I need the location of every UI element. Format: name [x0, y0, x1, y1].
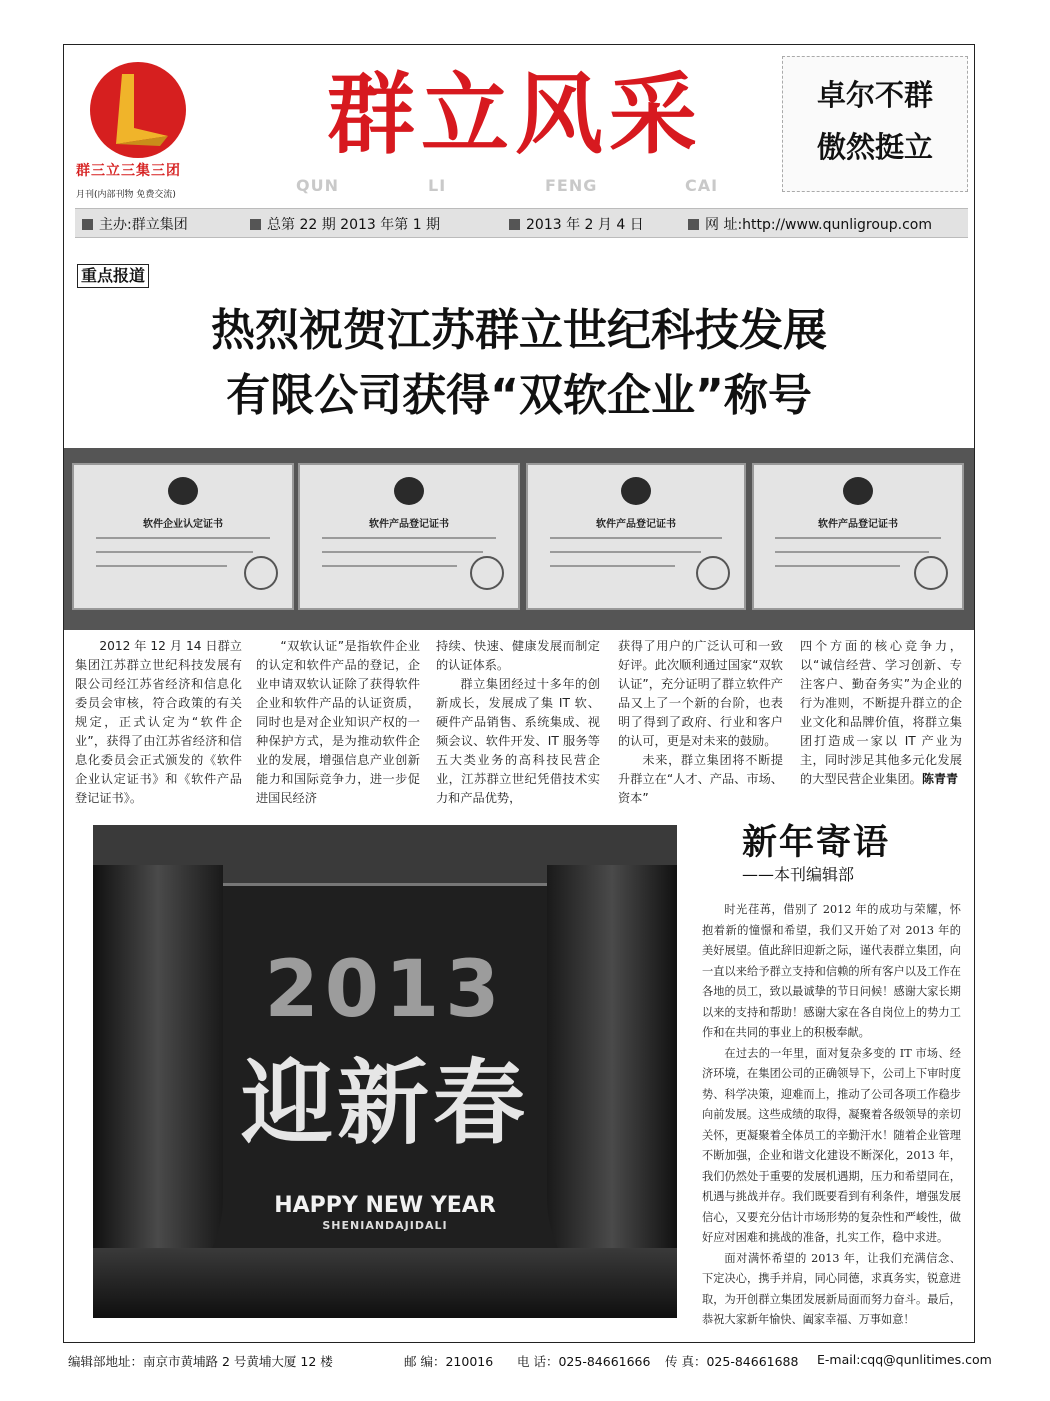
message-body	[702, 900, 961, 1331]
footer-postcode: 邮 编：210016	[404, 1354, 494, 1369]
group-logo	[90, 62, 186, 158]
footer-email[interactable]: E-mail:cqq@qunlitimes.com	[817, 1352, 992, 1367]
article-column-2: “双软认证”是指软件企业的认定和软件产品的登记，企业申请双软认证除了获得软件企业和软件产品的认证资质，同时也是对企业知识产权的一种保护方式，是为推动软件企业的发展，增强信息产业创新能力和国际竞争力，进一步促进国民经济	[256, 639, 420, 805]
footer-phone: 电 话：025-84661666	[517, 1354, 651, 1369]
article-paragraph: 群立集团经过十多年的创新成长，发展成了集 IT 软、硬件产品销售、系统集成、视频会议、软件开发、IT 服务等五大类业务的高科技民营企业，江苏群立世纪凭借技术实力和产品优势，	[436, 677, 600, 805]
message-paragraph: 在过去的一年里，面对复杂多变的 IT 市场、经济环境，在集团公司的正确领导下，公司上下审时度势、科学决策，迎难而上，推动了公司各项工作稳步向前发展。这些成绩的取得，凝聚着各级领导的亲切关怀，更凝聚着全体员工的辛勤汗水！随着企业管理不断加强，企业和谐文化建设不断深化，2013 年，我们仍然处于重要的发展机遇期，压力和希望同在，机遇与挑战并存。我们既要看到有利条件，增强发展信心，又要充分估计市场形势的复杂性和严峻性，做好应对困难和挑战的准备，扎实工作，稳中求进。	[702, 1046, 961, 1244]
date-text: 2013 年 2 月 4 日	[526, 217, 644, 233]
masthead-title: 群立风采	[326, 62, 703, 166]
section-tag: 重点报道	[77, 264, 149, 288]
bullet-square-icon	[250, 219, 261, 230]
certificate-4	[752, 463, 964, 610]
article-column-3	[436, 637, 600, 808]
logo-subtitle: 月刊(内部刊物 免费交流)	[76, 190, 176, 200]
article-column-5: 四个方面的核心竞争力，以“诚信经营、学习创新、专注客户、勤奋务实”为企业的行为准则，不断提升群立的企业文化和品牌价值，将群立集团打造成一家以 IT 产业为主，同时涉足其他多元化发展的大型民营企业集团。	[800, 639, 962, 786]
info-date	[509, 214, 644, 234]
bullet-square-icon	[509, 219, 520, 230]
bullet-square-icon	[82, 219, 93, 230]
article-paragraph: 持续、快速、健康发展而制定的认证体系。	[436, 639, 600, 672]
national-emblem-icon	[394, 477, 424, 505]
certificate-2	[298, 463, 520, 610]
sponsor-text: 主办:群立集团	[99, 217, 188, 233]
national-emblem-icon	[621, 477, 651, 505]
motto-line-1: 卓尔不群	[816, 78, 933, 112]
article-column-1: 2012 年 12 月 14 日群立集团江苏群立世纪科技发展有限公司经江苏省经济和信息化委员会审核，符合政策的有关规定，正式认定为“软件企业”，获得了由江苏省经济和信息化委员会正式颁发的《软件企业认定证书》和《软件产品登记证书》。	[75, 639, 242, 805]
image-main-text: 迎新春	[240, 1050, 529, 1157]
bullet-square-icon	[688, 219, 699, 230]
certificate-title: 软件产品登记证书	[596, 519, 676, 530]
message-paragraph: 时光荏苒，借别了 2012 年的成功与荣耀，怀抱着新的憧憬和希望，我们又开始了对 2013 年的美好展望。值此辞旧迎新之际，谨代表群立集团，向一直以来给予群立支持和信赖的所有客户以及工作在各地的员工，致以最诚挚的节日问候！感谢大家长期以来的支持和帮助！感谢大家在各自岗位上的势力工作和在共同的事业上的积极奉献。	[702, 903, 961, 1039]
info-website	[688, 214, 932, 234]
image-happy-new-year: HAPPY NEW YEAR	[274, 1193, 496, 1218]
pinyin-li: LI	[428, 176, 447, 195]
footer-fax: 传 真：025-84661688	[665, 1354, 799, 1369]
official-seal-icon	[914, 556, 948, 590]
pinyin-cai: CAI	[685, 176, 719, 195]
national-emblem-icon	[843, 477, 873, 505]
stage-floor	[93, 1248, 677, 1318]
image-year: 2013	[264, 945, 506, 1035]
certificate-title: 软件产品登记证书	[818, 519, 898, 530]
issue-text: 总第 22 期 2013 年第 1 期	[267, 217, 441, 233]
pinyin-feng: FENG	[545, 176, 598, 195]
article-paragraph: 获得了用户的广泛认可和一致好评。此次顺利通过国家“双软认证”，充分证明了群立软件产品又上了一个新的台阶，也表明了得到了政府、行业和客户的认可，更是对未来的鼓励。	[618, 639, 783, 748]
article-author: 陈青青	[922, 772, 959, 786]
info-issue	[250, 214, 440, 234]
certificate-title: 软件企业认定证书	[143, 519, 223, 530]
pinyin-qun: QUN	[296, 176, 339, 195]
website-text: 网 址:http://www.qunligroup.com	[705, 217, 932, 233]
headline-line-2: 有限公司获得“双软企业”称号	[226, 370, 812, 421]
message-paragraph: 面对满怀希望的 2013 年，让我们充满信念、下定决心，携手并肩，同心同德，求真务实，锐意进取，为开创群立集团发展新局面而努力奋斗。最后，恭祝大家新年愉快、阖家幸福、万事如意！	[702, 1251, 961, 1326]
certificate-1	[72, 463, 294, 610]
message-byline: ——本刊编辑部	[742, 865, 855, 884]
footer-address: 编辑部地址：南京市黄埔路 2 号黄埔大厦 12 楼	[68, 1354, 333, 1369]
official-seal-icon	[470, 556, 504, 590]
headline-line-1: 热烈祝贺江苏群立世纪科技发展	[211, 305, 827, 356]
certificate-3	[526, 463, 746, 610]
motto-line-2: 傲然挺立	[816, 130, 933, 164]
certificate-title: 软件产品登记证书	[369, 519, 449, 530]
info-sponsor	[82, 214, 188, 234]
logo-name: 群三立三集三团	[76, 163, 181, 179]
national-emblem-icon	[168, 477, 198, 505]
official-seal-icon	[696, 556, 730, 590]
article-paragraph: 未来，群立集团将不断提升群立在“人才、产品、市场、资本”	[618, 753, 783, 805]
article-column-4	[618, 637, 783, 808]
official-seal-icon	[244, 556, 278, 590]
motto-box	[782, 56, 968, 192]
new-year-image	[93, 825, 677, 1318]
message-title: 新年寄语	[742, 823, 891, 863]
image-subtitle: SHENIANDAJIDALI	[322, 1219, 448, 1232]
